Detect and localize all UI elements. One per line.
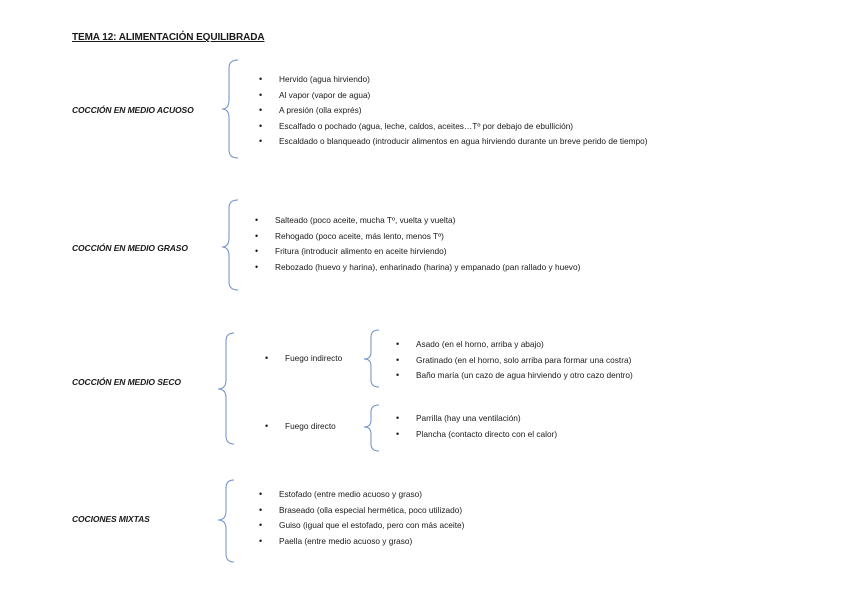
list-item: • Parrilla (hay una ventilación) (396, 411, 557, 427)
brace-mixtas (218, 480, 234, 562)
category-graso: COCCIÓN EN MEDIO GRASO (72, 243, 188, 253)
list-graso (255, 213, 580, 275)
list-item: • Gratinado (en el horno, solo arriba para formar una costra) (396, 353, 633, 369)
subcategory-fuego-directo: • Fuego directo (265, 421, 336, 431)
list-item: • Asado (en el horno, arriba y abajo) (396, 337, 633, 353)
list-item: • Rehogado (poco aceite, más lento, menos Tº) (255, 229, 580, 245)
list-mixtas (259, 487, 464, 549)
list-item: • Paella (entre medio acuoso y graso) (259, 534, 464, 550)
list-item: • Braseado (olla especial hermética, poco utilizado) (259, 503, 464, 519)
brace-acuoso (222, 60, 238, 158)
category-acuoso: COCCIÓN EN MEDIO ACUOSO (72, 105, 194, 115)
page-title: TEMA 12: ALIMENTACIÓN EQUILIBRADA (72, 32, 265, 43)
category-seco: COCCIÓN EN MEDIO SECO (72, 377, 181, 387)
list-item: • Al vapor (vapor de agua) (259, 88, 648, 104)
list-fuego-indirecto (396, 337, 633, 384)
brace-directo (364, 405, 379, 451)
list-item: • Guiso (igual que el estofado, pero con más aceite) (259, 518, 464, 534)
list-item: • A presión (olla exprés) (259, 103, 648, 119)
list-item: • Estofado (entre medio acuoso y graso) (259, 487, 464, 503)
brace-seco (218, 333, 234, 444)
list-item: • Baño maría (un cazo de agua hirviendo y otro cazo dentro) (396, 368, 633, 384)
list-item: • Hervido (agua hirviendo) (259, 72, 648, 88)
list-item: • Salteado (poco aceite, mucha Tº, vuelta y vuelta) (255, 213, 580, 229)
brace-graso (222, 200, 238, 290)
list-item: • Plancha (contacto directo con el calor) (396, 427, 557, 443)
list-item: • Fritura (introducir alimento en aceite hirviendo) (255, 244, 580, 260)
subcategory-fuego-indirecto: • Fuego indirecto (265, 353, 342, 363)
list-acuoso (259, 72, 648, 150)
list-item: • Escalfado o pochado (agua, leche, caldos, aceites…Tº por debajo de ebullición) (259, 119, 648, 135)
brace-indirecto (364, 330, 379, 387)
list-fuego-directo (396, 411, 557, 442)
category-mixtas: COCIONES MIXTAS (72, 514, 150, 524)
list-item: • Escaldado o blanqueado (introducir alimentos en agua hirviendo durante un breve perido de tiempo) (259, 134, 648, 150)
list-item: • Rebozado (huevo y harina), enharinado (harina) y empanado (pan rallado y huevo) (255, 260, 580, 276)
